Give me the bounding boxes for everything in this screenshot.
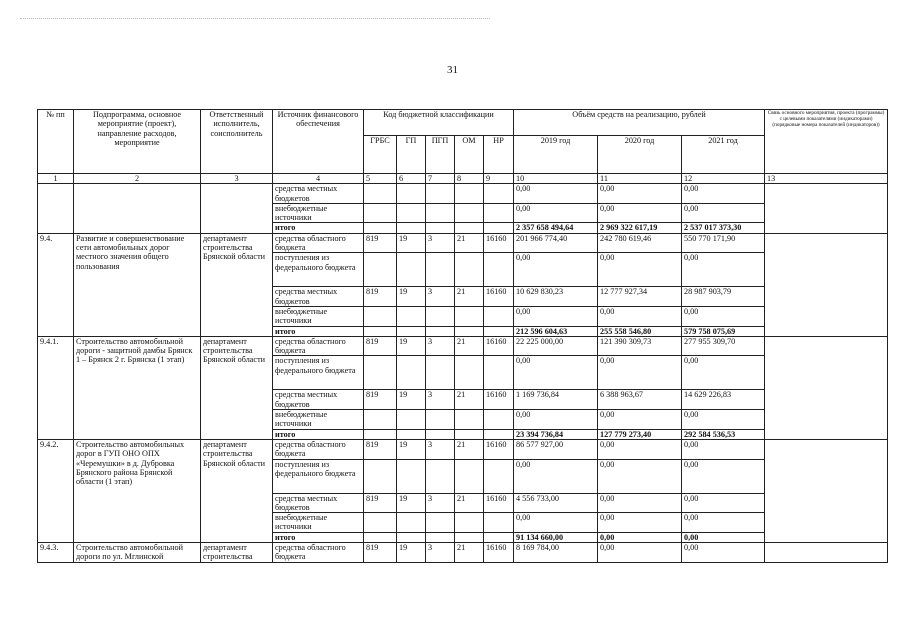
column-number: 4 xyxy=(273,174,364,184)
amount-cell: 0,00 xyxy=(514,184,598,204)
code-cell xyxy=(397,429,426,439)
code-cell xyxy=(455,532,484,542)
code-cell: 819 xyxy=(364,543,397,563)
code-cell xyxy=(426,306,455,326)
column-number: 1 xyxy=(38,174,74,184)
amount-cell: 0,00 xyxy=(682,203,765,223)
amount-cell: 0,00 xyxy=(514,203,598,223)
code-cell xyxy=(455,223,484,233)
amount-cell: 12 777 927,34 xyxy=(598,287,682,307)
code-cell xyxy=(364,326,397,336)
code-cell xyxy=(364,513,397,533)
amount-cell: 0,00 xyxy=(682,543,765,563)
header-cell: Код бюджетной классификации xyxy=(364,110,514,136)
header-cell: 2021 год xyxy=(682,136,765,174)
code-cell xyxy=(397,326,426,336)
amount-cell: 0,00 xyxy=(682,493,765,513)
code-cell: 16160 xyxy=(484,543,514,563)
row-executor: департамент строительства Брянской области xyxy=(201,439,273,542)
code-cell: 16160 xyxy=(484,493,514,513)
column-number: 2 xyxy=(74,174,201,184)
code-cell: 16160 xyxy=(484,439,514,459)
amount-cell: 0,00 xyxy=(598,543,682,563)
amount-cell: 0,00 xyxy=(514,306,598,326)
source-cell: поступления из федерального бюджета xyxy=(273,253,364,287)
code-cell xyxy=(364,532,397,542)
source-cell: поступления из федерального бюджета xyxy=(273,459,364,493)
code-cell xyxy=(426,429,455,439)
code-cell: 19 xyxy=(397,439,426,459)
code-cell: 16160 xyxy=(484,390,514,410)
code-cell xyxy=(426,203,455,223)
amount-cell: 4 556 733,00 xyxy=(514,493,598,513)
source-cell: средства областного бюджета xyxy=(273,336,364,356)
amount-cell: 292 584 536,53 xyxy=(682,429,765,439)
code-cell xyxy=(484,532,514,542)
header-cell: 2019 год xyxy=(514,136,598,174)
source-cell: средства областного бюджета xyxy=(273,439,364,459)
amount-cell: 0,00 xyxy=(514,410,598,430)
code-cell: 819 xyxy=(364,439,397,459)
amount-cell: 2 357 658 494,64 xyxy=(514,223,598,233)
amount-cell: 86 577 927,00 xyxy=(514,439,598,459)
amount-cell: 201 966 774,40 xyxy=(514,233,598,253)
code-cell: 3 xyxy=(426,233,455,253)
amount-cell: 0,00 xyxy=(682,459,765,493)
source-cell: средства областного бюджета xyxy=(273,543,364,563)
amount-cell: 28 987 903,79 xyxy=(682,287,765,307)
code-cell xyxy=(484,410,514,430)
code-cell: 819 xyxy=(364,233,397,253)
amount-cell: 0,00 xyxy=(682,513,765,533)
amount-cell: 0,00 xyxy=(682,306,765,326)
column-number: 13 xyxy=(765,174,888,184)
code-cell: 21 xyxy=(455,336,484,356)
amount-cell: 0,00 xyxy=(598,356,682,390)
source-cell: внебюджетные источники xyxy=(273,410,364,430)
source-cell: поступления из федерального бюджета xyxy=(273,356,364,390)
code-cell xyxy=(455,326,484,336)
source-cell: итого xyxy=(273,223,364,233)
code-cell: 19 xyxy=(397,493,426,513)
code-cell: 819 xyxy=(364,390,397,410)
table-row xyxy=(38,543,888,563)
amount-cell: 0,00 xyxy=(598,410,682,430)
code-cell xyxy=(484,306,514,326)
source-cell: итого xyxy=(273,532,364,542)
code-cell: 21 xyxy=(455,233,484,253)
code-cell: 3 xyxy=(426,336,455,356)
code-cell xyxy=(426,184,455,204)
code-cell xyxy=(397,356,426,390)
amount-cell: 0,00 xyxy=(598,439,682,459)
source-cell: внебюджетные источники xyxy=(273,306,364,326)
code-cell: 21 xyxy=(455,543,484,563)
code-cell xyxy=(364,356,397,390)
amount-cell: 0,00 xyxy=(598,306,682,326)
amount-cell: 2 537 017 373,30 xyxy=(682,223,765,233)
amount-cell: 0,00 xyxy=(598,203,682,223)
amount-cell: 0,00 xyxy=(682,253,765,287)
amount-cell: 10 629 830,23 xyxy=(514,287,598,307)
code-cell: 16160 xyxy=(484,287,514,307)
amount-cell: 0,00 xyxy=(598,513,682,533)
code-cell: 16160 xyxy=(484,336,514,356)
code-cell xyxy=(484,253,514,287)
source-cell: итого xyxy=(273,429,364,439)
header-cell: Объём средств на реализацию, рублей xyxy=(514,110,765,136)
amount-cell: 23 394 736,84 xyxy=(514,429,598,439)
row-title xyxy=(74,184,201,233)
code-cell xyxy=(364,459,397,493)
header-cell: ОМ xyxy=(455,136,484,174)
source-cell: средства местных бюджетов xyxy=(273,184,364,204)
code-cell xyxy=(364,223,397,233)
code-cell: 16160 xyxy=(484,233,514,253)
code-cell xyxy=(426,223,455,233)
column-number: 6 xyxy=(397,174,426,184)
code-cell xyxy=(426,356,455,390)
code-cell xyxy=(397,410,426,430)
header-row xyxy=(38,110,888,136)
code-cell: 19 xyxy=(397,287,426,307)
amount-cell: 579 758 075,69 xyxy=(682,326,765,336)
code-cell xyxy=(455,429,484,439)
header-cell: НР xyxy=(484,136,514,174)
code-cell: 21 xyxy=(455,390,484,410)
header-cell: ГП xyxy=(397,136,426,174)
code-cell xyxy=(484,356,514,390)
amount-cell: 0,00 xyxy=(598,184,682,204)
header-cell: ПГП xyxy=(426,136,455,174)
row-title: Строительство автомобильных дорог в ГУП ОНО ОПХ «Черемушки» в д. Дубровка Брянского района Брянской области (1 этап) xyxy=(74,439,201,542)
amount-cell: 550 770 171,90 xyxy=(682,233,765,253)
code-cell xyxy=(455,184,484,204)
table-body xyxy=(38,110,888,563)
code-cell: 3 xyxy=(426,439,455,459)
link-cell xyxy=(765,543,888,563)
header-cell: Подпрограмма, основное мероприятие (проект), направление расходов, мероприятие xyxy=(74,110,201,174)
header-cell: Источник финансового обеспечения xyxy=(273,110,364,174)
row-number xyxy=(38,184,74,233)
code-cell xyxy=(364,203,397,223)
link-cell xyxy=(765,336,888,439)
amount-cell: 0,00 xyxy=(514,513,598,533)
amount-cell: 0,00 xyxy=(682,184,765,204)
code-cell xyxy=(455,459,484,493)
code-cell: 819 xyxy=(364,493,397,513)
amount-cell: 0,00 xyxy=(514,459,598,493)
scan-artifact-line xyxy=(20,18,490,20)
source-cell: внебюджетные источники xyxy=(273,203,364,223)
amount-cell: 2 969 322 617,19 xyxy=(598,223,682,233)
code-cell xyxy=(426,513,455,533)
code-cell xyxy=(426,459,455,493)
amount-cell: 1 169 736,84 xyxy=(514,390,598,410)
code-cell xyxy=(484,459,514,493)
code-cell xyxy=(397,223,426,233)
amount-cell: 0,00 xyxy=(514,253,598,287)
source-cell: средства местных бюджетов xyxy=(273,287,364,307)
amount-cell: 0,00 xyxy=(682,356,765,390)
code-cell xyxy=(397,532,426,542)
code-cell: 819 xyxy=(364,336,397,356)
amount-cell: 0,00 xyxy=(598,493,682,513)
row-executor: департамент строительства xyxy=(201,543,273,563)
code-cell xyxy=(484,326,514,336)
code-cell xyxy=(397,184,426,204)
column-number: 10 xyxy=(514,174,598,184)
column-number: 7 xyxy=(426,174,455,184)
code-cell xyxy=(455,203,484,223)
column-number: 9 xyxy=(484,174,514,184)
source-cell: средства областного бюджета xyxy=(273,233,364,253)
header-cell: № пп xyxy=(38,110,74,174)
amount-cell: 121 390 309,73 xyxy=(598,336,682,356)
code-cell xyxy=(426,410,455,430)
code-cell xyxy=(455,306,484,326)
amount-cell: 0,00 xyxy=(682,410,765,430)
code-cell xyxy=(426,326,455,336)
code-cell xyxy=(484,203,514,223)
row-number: 9.4.2. xyxy=(38,439,74,542)
source-cell: итого xyxy=(273,326,364,336)
amount-cell: 14 629 226,83 xyxy=(682,390,765,410)
row-executor: департамент строительства Брянской области xyxy=(201,233,273,336)
code-cell: 21 xyxy=(455,493,484,513)
code-cell xyxy=(426,253,455,287)
header-cell: Связь основного мероприятия, проекта (программы) с целевыми показателями (индикаторами) (порядковые номера показателей (индикаторов)) xyxy=(765,110,888,174)
header-cell: ГРБС xyxy=(364,136,397,174)
code-cell xyxy=(397,306,426,326)
code-cell xyxy=(455,253,484,287)
amount-cell: 212 596 604,63 xyxy=(514,326,598,336)
row-title: Строительство автомобильной дороги по ул. Мглинской xyxy=(74,543,201,563)
code-cell xyxy=(364,410,397,430)
code-cell: 19 xyxy=(397,336,426,356)
column-number: 3 xyxy=(201,174,273,184)
table-row xyxy=(38,233,888,253)
link-cell xyxy=(765,184,888,233)
amount-cell: 255 558 546,80 xyxy=(598,326,682,336)
amount-cell: 0,00 xyxy=(682,439,765,459)
code-cell xyxy=(455,513,484,533)
page-number: 31 xyxy=(447,64,458,76)
code-cell xyxy=(426,532,455,542)
code-cell xyxy=(364,429,397,439)
code-cell xyxy=(397,253,426,287)
amount-cell: 277 955 309,70 xyxy=(682,336,765,356)
amount-cell: 0,00 xyxy=(598,532,682,542)
amount-cell: 22 225 000,00 xyxy=(514,336,598,356)
row-executor: департамент строительства Брянской области xyxy=(201,336,273,439)
column-number: 8 xyxy=(455,174,484,184)
column-number: 5 xyxy=(364,174,397,184)
source-cell: средства местных бюджетов xyxy=(273,390,364,410)
amount-cell: 0,00 xyxy=(598,253,682,287)
code-cell xyxy=(397,513,426,533)
financing-table xyxy=(37,109,888,563)
row-executor xyxy=(201,184,273,233)
amount-cell: 242 780 619,46 xyxy=(598,233,682,253)
code-cell xyxy=(397,203,426,223)
amount-cell: 0,00 xyxy=(682,532,765,542)
row-title: Развитие и совершенствование сети автомобильных дорог местного значения общего пользования xyxy=(74,233,201,336)
code-cell: 819 xyxy=(364,287,397,307)
code-cell: 19 xyxy=(397,233,426,253)
column-number: 12 xyxy=(682,174,765,184)
code-cell: 3 xyxy=(426,493,455,513)
row-number: 9.4.3. xyxy=(38,543,74,563)
link-cell xyxy=(765,439,888,542)
header-cell: Ответственный исполнитель, соисполнитель xyxy=(201,110,273,174)
code-cell xyxy=(484,429,514,439)
code-cell xyxy=(484,223,514,233)
amount-cell: 0,00 xyxy=(598,459,682,493)
row-number: 9.4.1. xyxy=(38,336,74,439)
amount-cell: 0,00 xyxy=(514,356,598,390)
source-cell: средства местных бюджетов xyxy=(273,493,364,513)
table-row xyxy=(38,439,888,459)
table-row xyxy=(38,336,888,356)
code-cell xyxy=(364,184,397,204)
source-cell: внебюджетные источники xyxy=(273,513,364,533)
amount-cell: 91 134 660,00 xyxy=(514,532,598,542)
code-cell xyxy=(364,306,397,326)
link-cell xyxy=(765,233,888,336)
code-cell: 3 xyxy=(426,390,455,410)
row-title: Строительство автомобильной дороги - защитной дамбы Брянск 1 – Брянск 2 г. Брянска (1 этап) xyxy=(74,336,201,439)
code-cell xyxy=(455,356,484,390)
code-cell: 3 xyxy=(426,543,455,563)
code-cell: 19 xyxy=(397,390,426,410)
code-cell: 21 xyxy=(455,287,484,307)
amount-cell: 127 779 273,40 xyxy=(598,429,682,439)
code-cell xyxy=(455,410,484,430)
code-cell: 21 xyxy=(455,439,484,459)
column-number-row xyxy=(38,174,888,184)
code-cell: 19 xyxy=(397,543,426,563)
code-cell xyxy=(484,184,514,204)
table-row xyxy=(38,184,888,204)
code-cell xyxy=(364,253,397,287)
code-cell xyxy=(484,513,514,533)
code-cell: 3 xyxy=(426,287,455,307)
header-cell: 2020 год xyxy=(598,136,682,174)
row-number: 9.4. xyxy=(38,233,74,336)
column-number: 11 xyxy=(598,174,682,184)
code-cell xyxy=(397,459,426,493)
amount-cell: 8 169 784,00 xyxy=(514,543,598,563)
amount-cell: 6 388 963,67 xyxy=(598,390,682,410)
